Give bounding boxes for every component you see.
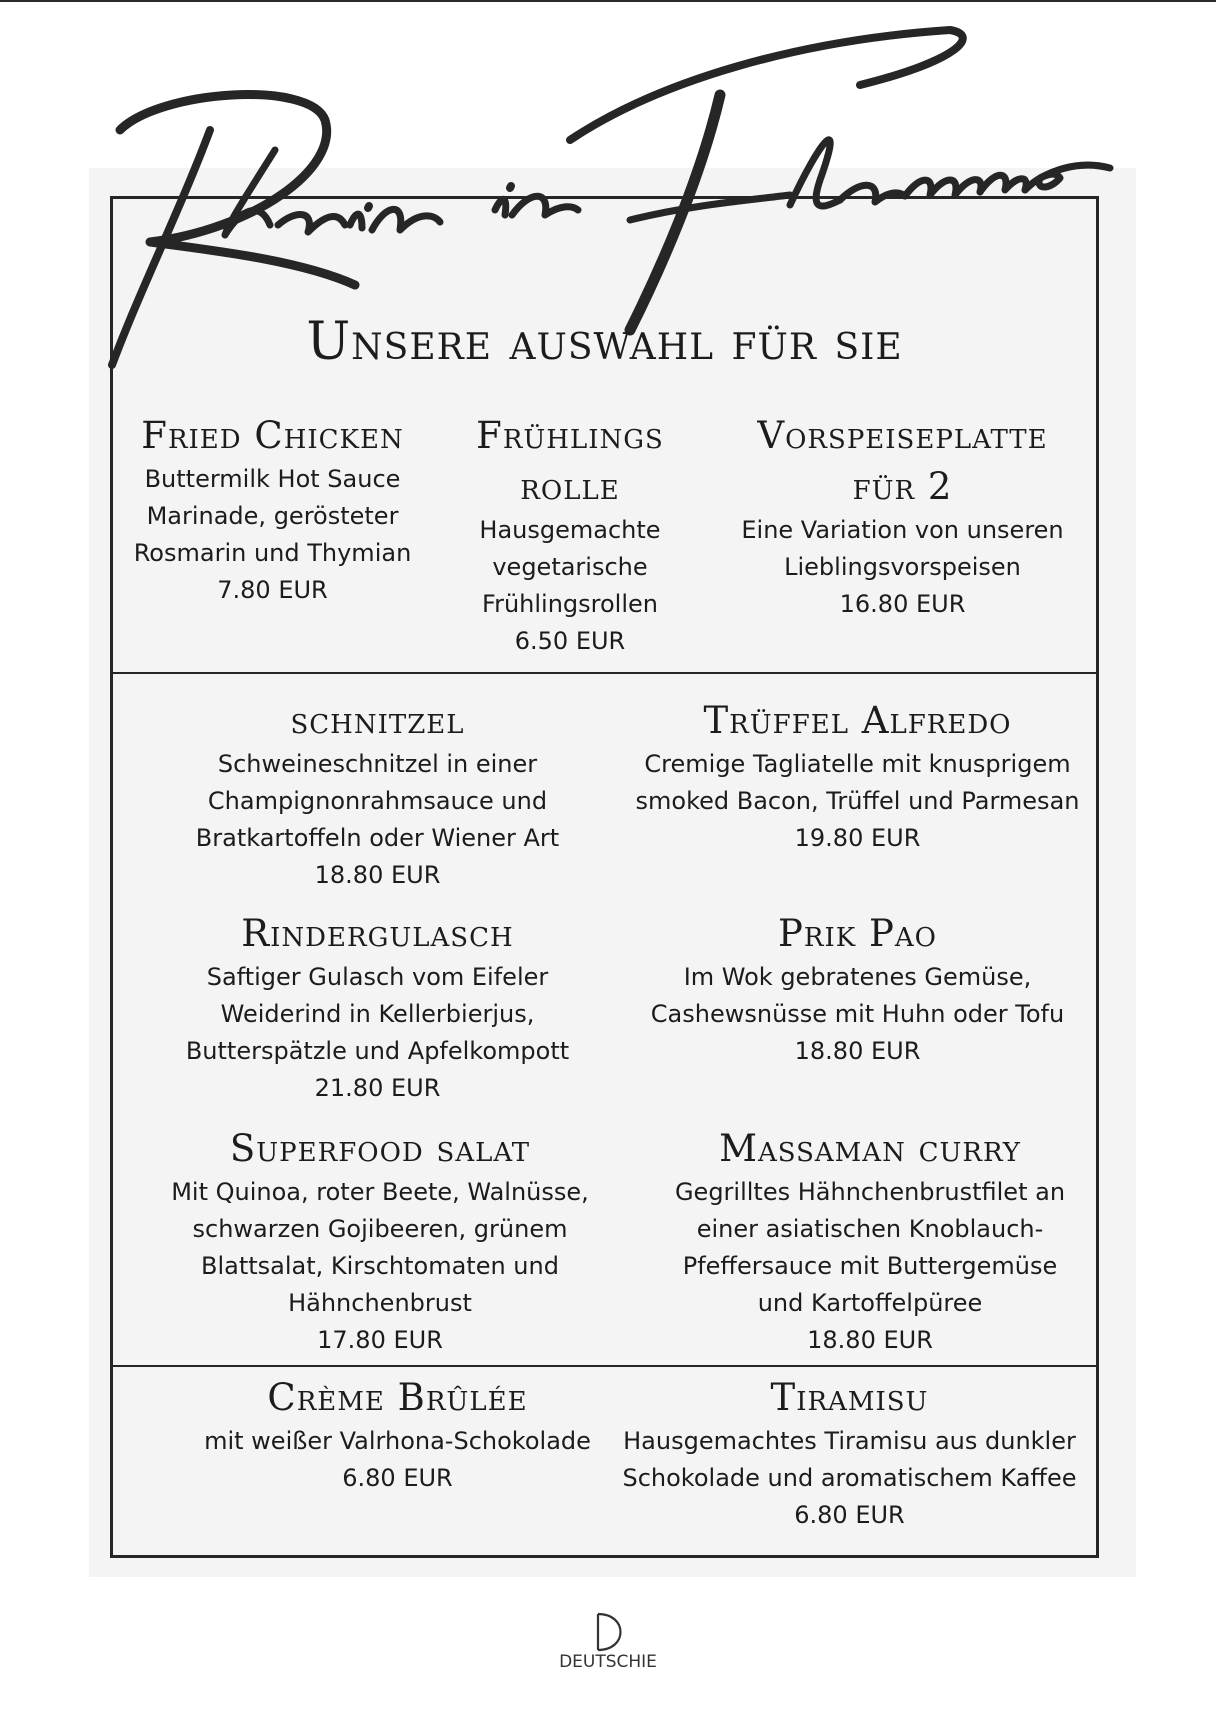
item-name: Superfood salat xyxy=(229,1127,531,1170)
item-name: Tiramisu xyxy=(770,1376,929,1419)
top-border-line xyxy=(0,0,1216,2)
brand-name: DEUTSCHIE xyxy=(559,1652,657,1672)
item-price: 18.80 EUR xyxy=(807,1326,933,1354)
item-price: 19.80 EUR xyxy=(794,824,921,852)
item-price: 6.50 EUR xyxy=(514,627,626,655)
item-name: Vorspeiseplatte für 2 xyxy=(757,414,1048,508)
item-description: Hausgemachte vegetarische Frühlingsrollen xyxy=(479,516,661,618)
item-name: schnitzel xyxy=(290,699,465,742)
menu-item-creme-brulee xyxy=(190,1372,605,1497)
item-price: 18.80 EUR xyxy=(794,1037,921,1065)
menu-item-prik-pao xyxy=(630,908,1085,1070)
d-letter-icon xyxy=(588,1610,628,1654)
item-price: 16.80 EUR xyxy=(839,590,966,618)
menu-heading: Unsere auswahl für sie xyxy=(306,312,903,372)
menu-item-fruehlingsrolle xyxy=(455,410,685,660)
item-price: 18.80 EUR xyxy=(314,861,441,889)
item-description: Im Wok gebratenes Gemüse, Cashewsnüsse mit Huhn oder Tofu xyxy=(650,963,1065,1028)
brand-logo xyxy=(548,1610,668,1682)
menu-item-vorspeiseplatte xyxy=(725,410,1080,623)
item-description: Buttermilk Hot Sauce Marinade, gerösteter Rosmarin und Thymian xyxy=(133,465,412,567)
menu-item-rindergulasch xyxy=(165,908,590,1107)
item-description: Cremige Tagliatelle mit knusprigem smoked Bacon, Trüffel und Parmesan xyxy=(635,750,1080,815)
menu-item-trueffel-alfredo xyxy=(630,695,1085,857)
menu-item-massaman-curry xyxy=(665,1123,1075,1359)
item-price: 21.80 EUR xyxy=(314,1074,441,1102)
menu-item-superfood-salat xyxy=(165,1123,595,1359)
section-divider-starters xyxy=(110,672,1099,674)
item-description: Hausgemachtes Tiramisu aus dunkler Schokolade und aromatischem Kaffee xyxy=(622,1427,1077,1492)
item-description: Gegrilltes Hähnchenbrustfilet an einer asiatischen Knoblauch-Pfeffersauce mit Buttergemüse und Kartoffelpüree xyxy=(674,1178,1066,1317)
item-name: Prik Pao xyxy=(778,912,937,955)
item-name: Rindergulasch xyxy=(241,912,514,955)
item-name: Massaman curry xyxy=(719,1127,1021,1170)
item-price: 17.80 EUR xyxy=(317,1326,443,1354)
item-price: 6.80 EUR xyxy=(794,1501,905,1529)
menu-item-schnitzel xyxy=(165,695,590,894)
item-name: Trüffel Alfredo xyxy=(703,699,1012,742)
item-description: Mit Quinoa, roter Beete, Walnüsse, schwarzen Gojibeeren, grünem Blattsalat, Kirschtomaten und Hähnchenbrust xyxy=(171,1178,589,1317)
item-description: Schweineschnitzel in einer Champignonrahmsauce und Bratkartoffeln oder Wiener Art xyxy=(195,750,560,852)
item-name: Frühlings rolle xyxy=(476,414,664,508)
section-divider-mains xyxy=(110,1365,1099,1367)
item-price: 6.80 EUR xyxy=(342,1464,453,1492)
menu-item-tiramisu xyxy=(612,1372,1087,1534)
item-description: mit weißer Valrhona-Schokolade xyxy=(204,1427,591,1455)
item-description: Saftiger Gulasch vom Eifeler Weiderind in Kellerbierjus, Butterspätzle und Apfelkompott xyxy=(185,963,570,1065)
item-name: Crème Brûlée xyxy=(267,1376,528,1419)
menu-item-fried-chicken xyxy=(130,410,415,609)
item-description: Eine Variation von unseren Lieblingsvorspeisen xyxy=(741,516,1064,581)
item-name: Fried Chicken xyxy=(141,414,404,457)
item-price: 7.80 EUR xyxy=(217,576,328,604)
